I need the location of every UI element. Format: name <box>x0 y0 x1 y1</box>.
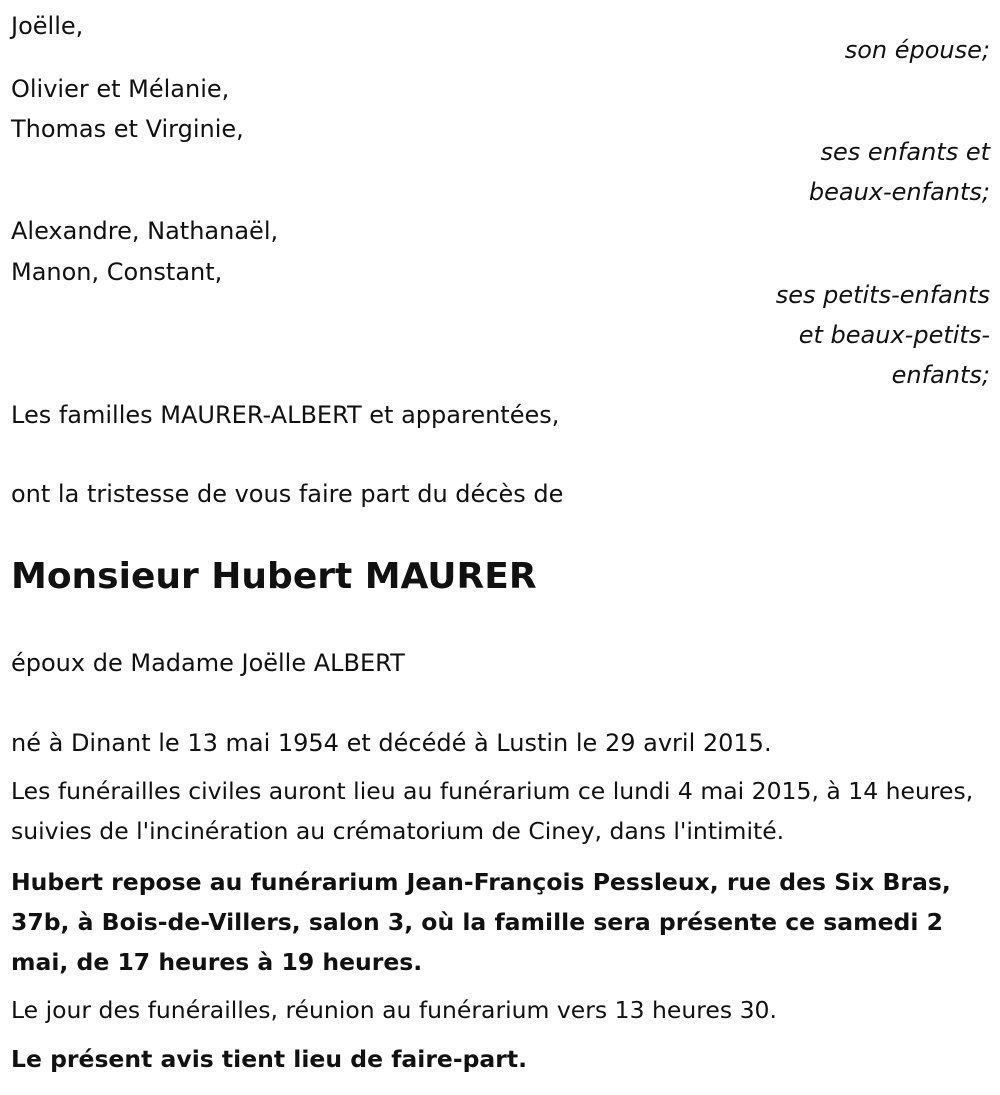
grandchildren-role-1: ses petits-enfants <box>775 281 990 309</box>
meeting-details: Le jour des funérailles, réunion au funérarium vers 13 heures 30. <box>11 996 777 1024</box>
grandchildren-line-2: Manon, Constant, <box>11 258 223 286</box>
deceased-name: Monsieur Hubert MAURER <box>11 556 537 597</box>
spouse-role: son épouse; <box>844 36 990 64</box>
spouse-name: Joëlle, <box>11 12 84 40</box>
spouse-of: époux de Madame Joëlle ALBERT <box>11 649 405 677</box>
announcement-intro: ont la tristesse de vous faire part du décès de <box>11 480 564 508</box>
grandchildren-role-2: et beaux-petits- <box>798 321 990 349</box>
birth-death: né à Dinant le 13 mai 1954 et décédé à Lustin le 29 avril 2015. <box>11 729 772 757</box>
extended-families: Les familles MAURER-ALBERT et apparentées, <box>11 401 560 429</box>
children-role-1: ses enfants et <box>820 138 990 166</box>
notice-statement: Le présent avis tient lieu de faire-part. <box>11 1045 528 1073</box>
children-line-1: Olivier et Mélanie, <box>11 75 230 103</box>
children-role-2: beaux-enfants; <box>808 178 990 206</box>
children-line-2: Thomas et Virginie, <box>11 115 244 143</box>
visitation-details: Hubert repose au funérarium Jean-François Pessleux, rue des Six Bras, 37b, à Bois-de-Villers, salon 3, où la famille sera présente ce samedi 2 mai, de 17 heures à 19 heures. <box>11 868 951 976</box>
funeral-details: Les funérailles civiles auront lieu au funérarium ce lundi 4 mai 2015, à 14 heures, suivies de l'incinération au crématorium de Ciney, dans l'intimité. <box>11 777 974 845</box>
grandchildren-line-1: Alexandre, Nathanaël, <box>11 217 279 245</box>
grandchildren-role-3: enfants; <box>891 361 990 389</box>
